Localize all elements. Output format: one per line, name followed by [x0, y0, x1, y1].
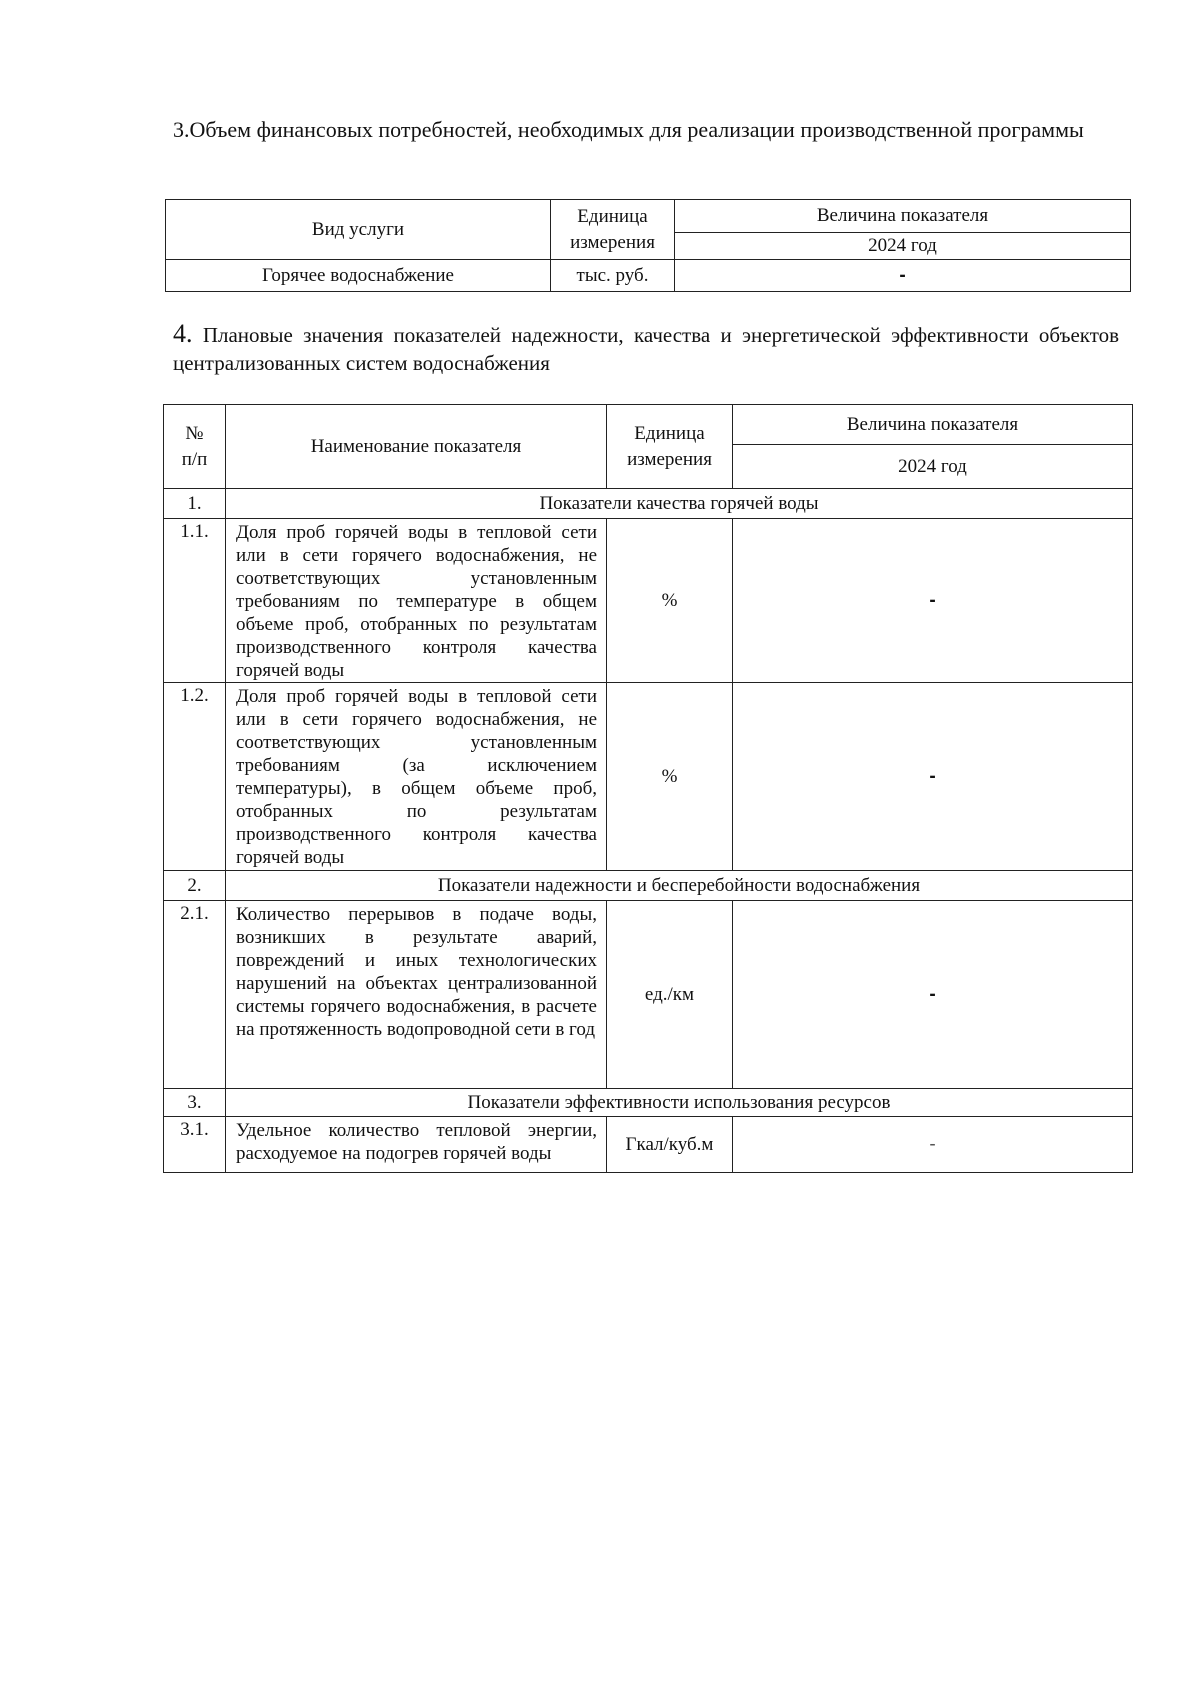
- table-row: [164, 519, 1133, 683]
- table2-header-name: Наименование показателя: [226, 405, 607, 489]
- table2-header-num-line2: п/п: [181, 448, 208, 470]
- indicator-value: -: [733, 519, 1133, 683]
- table1-header-row: [166, 200, 1131, 233]
- section-number: 1.: [164, 489, 226, 519]
- table1-header-unit-line2: измерения: [570, 231, 655, 253]
- indicator-unit: Гкал/куб.м: [607, 1117, 733, 1173]
- indicator-unit: %: [607, 519, 733, 683]
- table2-header-num-line1: №: [185, 422, 204, 444]
- table1-header-service: Вид услуги: [166, 200, 551, 260]
- indicator-value: -: [733, 1117, 1133, 1173]
- table1-cell-value: -: [675, 260, 1131, 292]
- row-number: 1.1.: [164, 519, 226, 683]
- row-number: 2.1.: [164, 901, 226, 1089]
- table-row: [166, 260, 1131, 292]
- table1-header-year: 2024 год: [675, 233, 1131, 260]
- row-number: 3.1.: [164, 1117, 226, 1173]
- section-title: Показатели эффективности использования ресурсов: [226, 1089, 1133, 1117]
- table2-section-row: [164, 489, 1133, 519]
- financial-needs-table: [165, 199, 1131, 292]
- indicators-table: [163, 404, 1133, 1173]
- indicator-value: -: [733, 901, 1133, 1089]
- row-number: 1.2.: [164, 683, 226, 871]
- indicator-name: Удельное количество тепловой энергии, расходуемое на подогрев горячей воды: [226, 1117, 607, 1173]
- table-row: [164, 1117, 1133, 1173]
- table-row: [164, 901, 1133, 1089]
- indicator-unit: ед./км: [607, 901, 733, 1089]
- table1-cell-unit: тыс. руб.: [551, 260, 675, 292]
- table2-header-unit-line1: Единица: [634, 422, 705, 444]
- table2-header-num: [164, 405, 226, 489]
- table2-section-row: [164, 871, 1133, 901]
- table2-header-unit-line2: измерения: [627, 448, 712, 470]
- indicator-name: Количество перерывов в подаче воды, возникших в результате аварий, повреждений и иных технологических нарушений на объектах централизованной системы горячего водоснабжения, в расчете на протяженность водопроводной сети в год: [226, 901, 607, 1089]
- section-title: Показатели надежности и бесперебойности водоснабжения: [226, 871, 1133, 901]
- indicator-name: Доля проб горячей воды в тепловой сети или в сети горячего водоснабжения, не соответствующих установленным требованиям по температуре в общем объеме проб, отобранных по результатам производственного контроля качества горячей воды: [226, 519, 607, 683]
- table1-header-unit: [551, 200, 675, 260]
- section-4-heading: [173, 320, 1119, 377]
- table2-header-unit: [607, 405, 733, 489]
- table2-header-year: 2024 год: [733, 445, 1133, 489]
- indicator-value: -: [733, 683, 1133, 871]
- section-title: Показатели качества горячей воды: [226, 489, 1133, 519]
- table1-header-unit-line1: Единица: [577, 205, 648, 227]
- table2-header-row: [164, 405, 1133, 445]
- table1-cell-service: Горячее водоснабжение: [166, 260, 551, 292]
- indicator-unit: %: [607, 683, 733, 871]
- section-number: 2.: [164, 871, 226, 901]
- table2-header-value: Величина показателя: [733, 405, 1133, 445]
- section-4-heading-text: Плановые значения показателей надежности, качества и энергетической эффективности объектов централизованных систем водоснабжения: [173, 323, 1120, 375]
- table1-header-value: Величина показателя: [675, 200, 1131, 233]
- table2-section-row: [164, 1089, 1133, 1117]
- table-row: [164, 683, 1133, 871]
- section-number: 3.: [164, 1089, 226, 1117]
- section-3-heading: 3.Объем финансовых потребностей, необходимых для реализации производственной программы: [173, 117, 1084, 142]
- indicator-name: Доля проб горячей воды в тепловой сети или в сети горячего водоснабжения, не соответствующих установленным требованиям (за исключением температуры), в общем объеме проб, отобранных по результатам производственного контроля качества горячей воды: [226, 683, 607, 871]
- section-4-heading-number: 4.: [173, 319, 193, 348]
